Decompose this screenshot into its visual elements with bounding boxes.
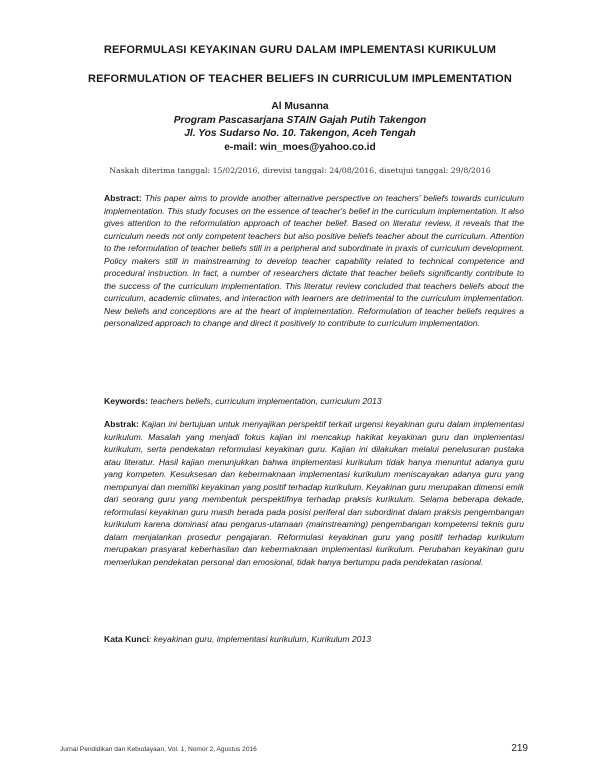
keywords-english-label: Keywords: (104, 396, 148, 406)
author-address: Jl. Yos Sudarso No. 10. Takengon, Aceh Tengah (184, 128, 416, 140)
page-number: 219 (511, 743, 528, 754)
abstract-indonesian (104, 418, 524, 569)
abstract-indonesian-label: Abstrak: (104, 419, 139, 429)
title-indonesian: REFORMULASI KEYAKINAN GURU DALAM IMPLEMENTASI KURIKULUM (103, 44, 497, 56)
abstract-indonesian-text: Kajian ini bertujuan untuk menyajikan perspektif terkait urgensi keyakinan guru dalam implementasi kurikulum. Masalah yang menjadi fokus kajian ini mencakup hakikat keyakinan guru dan implementasi kurikulum, serta pendekatan reformulasi keyakinan guru. Kajian ini dilakukan melalui penelusuran pustaka atau literatur. Hasil kajian menunjukkan bahwa implementasi kurikulum tidak hanya menuntut adanya guru yang kompeten. Kesuksesan dan kebermaknaan implementasi kurikulum meniscayakan adanya guru yang mempunyai dan memiliki keyakinan yang positif terhadap kurikulum. Keyakinan guru merupakan dimensi emik dari seorang guru yang membentuk perspektifnya terhadap praksis kurikulum. Selama beberapa dekade, reformulasi keyakinan guru masih berada pada posisi periferal dan subordinat dalam praksis pengembangan kurikulum karena dominasi atau pengarus-utamaan (mainstreaming) pengembangan kompetensi teknis guru dalam menjalankan prosedur pengajaran. Reformulasi keyakinan guru yang positif terhadap kurikulum merupakan prasyarat keberhasilan dan kebermaknaan implementasi kurikulum. Perubahan keyakinan guru memerlukan pendekatan personal dan emosional, tidak hanya bertumpu pada pendekatan rasional. (104, 419, 524, 568)
title-english: REFORMULATION OF TEACHER BELIEFS IN CURRICULUM IMPLEMENTATION (87, 73, 513, 85)
submission-dates: Naskah diterima tanggal: 15/02/2016, direvisi tanggal: 24/08/2016, disetujui tanggal: 29/8/2016 (109, 166, 491, 175)
keywords-indonesian-label: Kata Kunci (104, 634, 149, 644)
keywords-english-text: teachers beliefs, curriculum implementation, curriculum 2013 (150, 396, 382, 406)
author-affiliation: Program Pascasarjana STAIN Gajah Putih Takengon (173, 114, 427, 126)
keywords-indonesian (104, 634, 524, 644)
author-name: Al Musanna (271, 101, 329, 112)
keywords-indonesian-text: : keyakinan guru, implementasi kurikulum, Kurikulum 2013 (148, 634, 371, 644)
author-email: e-mail: win_moes@yahoo.co.id (224, 141, 376, 153)
abstract-english (104, 192, 524, 330)
footer-journal: Jurnal Pendidikan dan Kebudayaan, Vol. 1, Nomor 2, Agustus 2016 (60, 746, 257, 753)
abstract-english-text: This paper aims to provide another alternative perspective on teachers' beliefs towards curriculum implementation. This study focuses on the essence of teacher's belief in the curriculum implementation. It also gives attention to the reformulation approach of teacher belief. Based on literatur review, it reveals that the curriculum needs not only competent teachers but also positive beliefs teacher about the curriculum. Attention to the reformulation of teacher beliefs still in a peripheral and subordinate in praxis of curriculum development. Policy makers still in mainstreaming to develop teacher capability related to technical competence and procedural instruction. In fact, a number of researchers dictate that teacher beliefs significantly contribute to the success of the curriculum implementation. This literatur review concluded that teachers beliefs about the curriculum, academic climates, and interaction with learners are detrimental to the curriculum implementation. New beliefs and conceptions are at the heart of implementation. Reformulation of teacher beliefs requires a personalized approach to change and direct it positively to contribute to curriculum implementation. (104, 193, 524, 329)
keywords-english (104, 396, 524, 406)
author-block (60, 100, 540, 154)
abstract-english-label: Abstract: (104, 193, 142, 203)
